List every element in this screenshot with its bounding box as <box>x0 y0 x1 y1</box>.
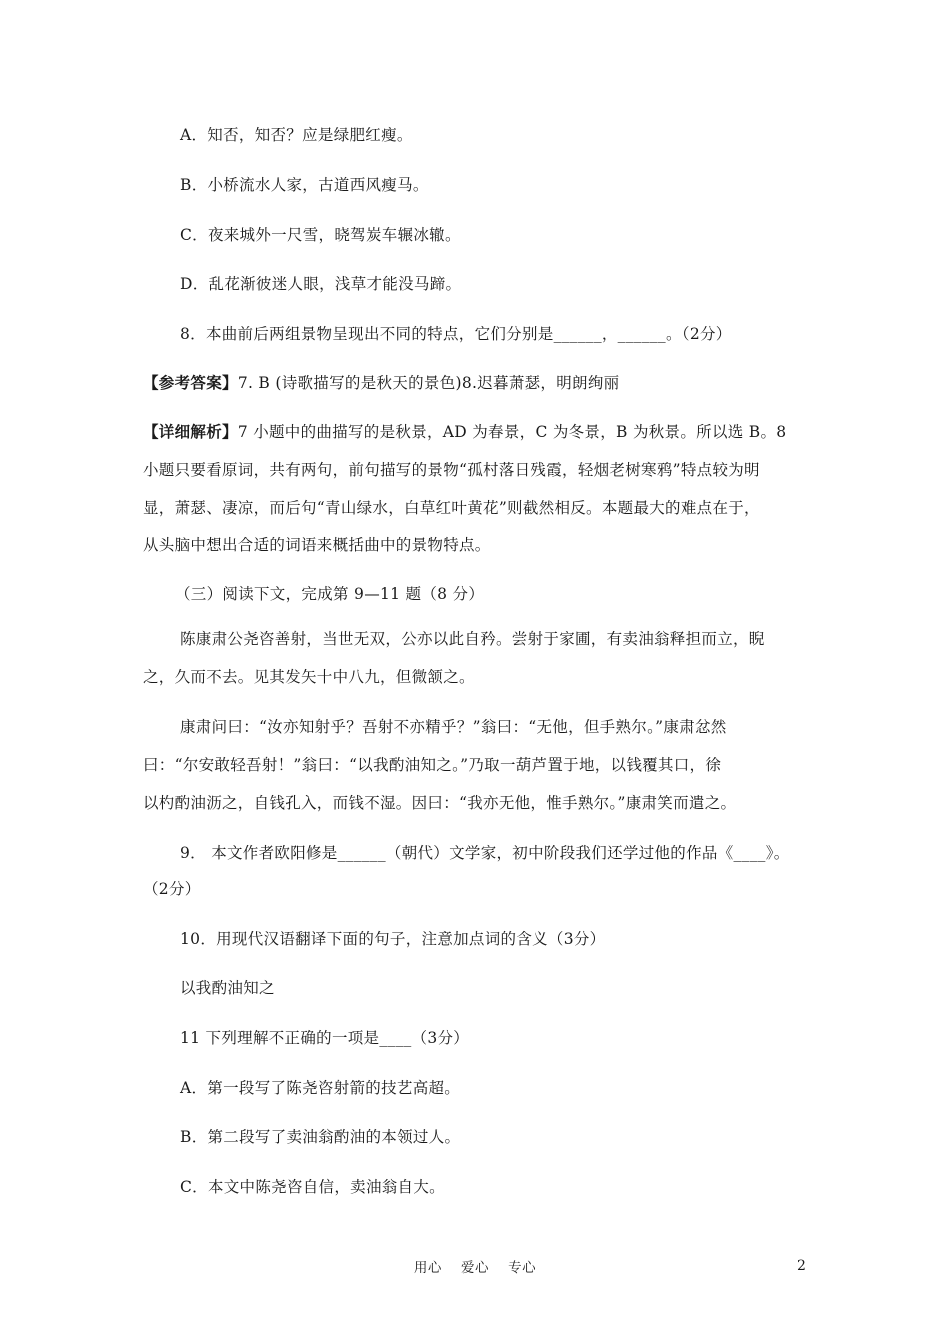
q11-option-c: C．本文中陈尧咨自信，卖油翁自大。 <box>180 1178 445 1196</box>
passage-p1-line-2: 之，久而不去。见其发矢十中八九，但微颔之。 <box>143 668 475 686</box>
passage-p2-line-2: 曰：“尔安敢轻吾射！”翁曰：“以我酌油知之。”乃取一葫芦置于地，以钱覆其口，徐 <box>143 756 722 774</box>
q7-option-c: C．夜来城外一尺雪，晓驾炭车辗冰辙。 <box>180 226 461 244</box>
detailed-analysis-line-1 <box>143 421 786 443</box>
reference-answer <box>143 372 619 394</box>
section-3-heading: （三）阅读下文，完成第 9—11 题（8 分） <box>175 585 485 603</box>
detailed-analysis-text-1: 7 小题中的曲描写的是秋景，AD 为春景，C 为冬景，B 为秋景。所以选 B。8 <box>237 423 787 441</box>
page-footer: 用心 爱心 专心 <box>413 1260 537 1276</box>
question-9-line-1: 9． 本文作者欧阳修是______（朝代）文学家，初中阶段我们还学过他的作品《____》。 <box>180 844 790 862</box>
page-number: 2 <box>797 1258 806 1274</box>
q11-option-a: A．第一段写了陈尧咨射箭的技艺高超。 <box>180 1079 461 1097</box>
reference-answer-tag: 【参考答案】 <box>143 373 238 392</box>
passage-p2-line-1: 康肃问曰：“汝亦知射乎？吾射不亦精乎？”翁曰：“无他，但手熟尔。”康肃忿然 <box>180 718 727 736</box>
question-10: 10．用现代汉语翻译下面的句子，注意加点词的含义（3分） <box>180 930 606 948</box>
reference-answer-text: 7. B (诗歌描写的是秋天的景色)8.迟暮萧瑟，明朗绚丽 <box>237 374 620 392</box>
q11-option-b: B．第二段写了卖油翁酌油的本领过人。 <box>180 1128 461 1146</box>
detailed-analysis-line-2: 小题只要看原词，共有两句，前句描写的景物“孤村落日残霞，轻烟老树寒鸦”特点较为明 <box>143 461 760 479</box>
detailed-analysis-line-4: 从头脑中想出合适的词语来概括曲中的景物特点。 <box>143 536 491 554</box>
passage-p1-line-1: 陈康肃公尧咨善射，当世无双，公亦以此自矜。尝射于家圃，有卖油翁释担而立，睨 <box>180 630 765 648</box>
question-9-line-2: （2分） <box>143 880 201 898</box>
question-11: 11 下列理解不正确的一项是____（3分） <box>180 1029 470 1047</box>
question-8: 8．本曲前后两组景物呈现出不同的特点，它们分别是______，______。（2分） <box>180 325 732 343</box>
q7-option-a: A．知否，知否？应是绿肥红瘦。 <box>180 126 413 144</box>
question-10-sentence: 以我酌油知之 <box>180 979 275 997</box>
q7-option-b: B．小桥流水人家，古道西风瘦马。 <box>180 176 429 194</box>
detailed-analysis-tag: 【详细解析】 <box>143 422 238 441</box>
passage-p2-line-3: 以杓酌油沥之，自钱孔入，而钱不湿。因曰：“我亦无他，惟手熟尔。”康肃笑而遣之。 <box>143 794 737 812</box>
q7-option-d: D．乱花渐彼迷人眼，浅草才能没马蹄。 <box>180 275 462 293</box>
detailed-analysis-line-3: 显，萧瑟、凄凉，而后句“青山绿水，白草红叶黄花”则截然相反。本题最大的难点在于， <box>143 499 760 517</box>
